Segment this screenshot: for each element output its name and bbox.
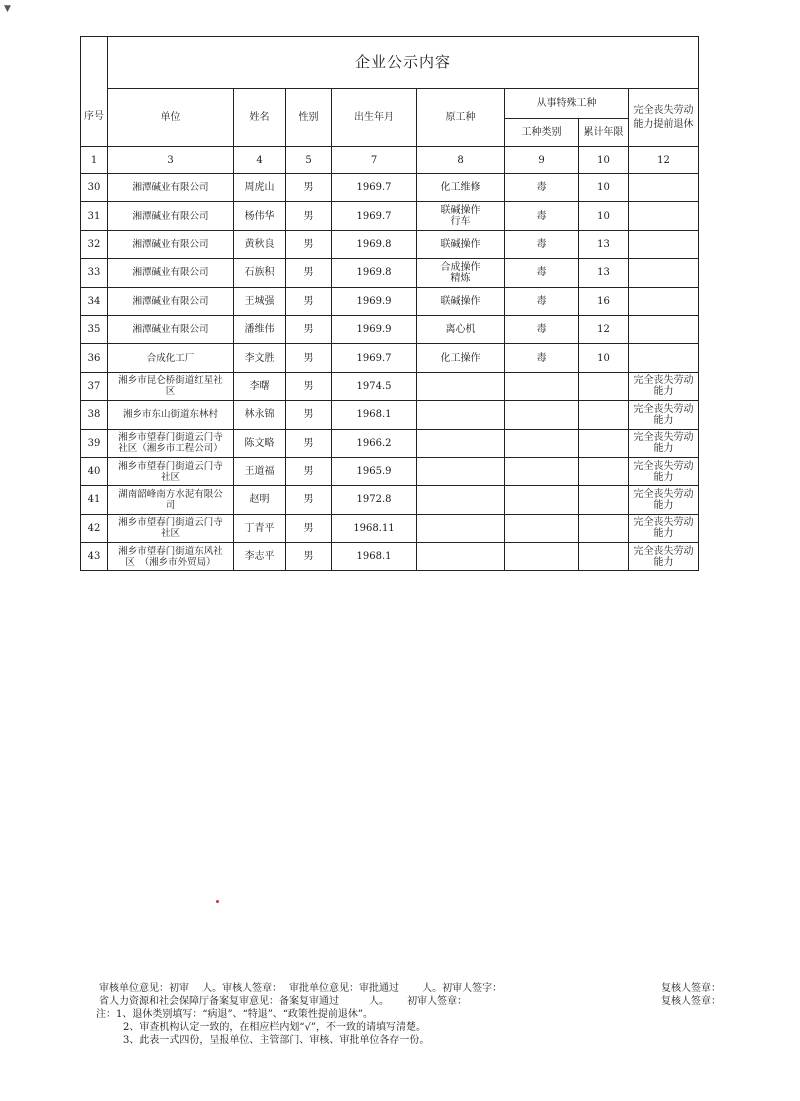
table-row [81, 202, 699, 230]
cell-years: 12 [579, 315, 629, 343]
cell-birth: 1969.9 [332, 287, 417, 315]
header-special-job-group: 从事特殊工种 [505, 89, 629, 119]
cell-gender: 男 [286, 543, 332, 571]
table-row [81, 259, 699, 287]
cell-lost-labor [629, 287, 699, 315]
cell-job-type [505, 514, 579, 542]
table-row [81, 486, 699, 514]
table-row [81, 344, 699, 372]
cell-gender: 男 [286, 174, 332, 202]
cell-unit: 合成化工厂 [108, 344, 234, 372]
cell-years: 13 [579, 230, 629, 258]
cell-birth: 1969.8 [332, 259, 417, 287]
reviewer-sign-2: 复核人签章： [661, 996, 721, 1007]
cell-name: 王城强 [234, 287, 286, 315]
cell-job-type: 毒 [505, 287, 579, 315]
note-3: 3、此表一式四份，呈报单位、主管部门、审核、审批单位各存一份。 [123, 1035, 430, 1046]
cell-lost-labor [629, 344, 699, 372]
table-row [81, 174, 699, 202]
cell-name: 李志平 [234, 543, 286, 571]
table-title: 企业公示内容 [108, 37, 699, 89]
colnum-4: 5 [286, 147, 332, 174]
cell-name: 赵明 [234, 486, 286, 514]
table-row [81, 514, 699, 542]
cell-orig-job: 联碱操作 [417, 230, 505, 258]
cell-job-type [505, 401, 579, 429]
approval-opinion: 审批单位意见：审批通过 人。初审人签字： [289, 983, 503, 994]
cell-seq: 39 [81, 429, 108, 457]
cell-seq: 42 [81, 514, 108, 542]
filing-opinion: 省人力资源和社会保障厅备案复审意见：备案复审通过 人。 初审人签章： [99, 996, 468, 1007]
footer-row-1 [99, 982, 739, 995]
cell-lost-labor: 完全丧失劳动 能力 [629, 543, 699, 571]
cell-orig-job [417, 514, 505, 542]
cell-orig-job: 离心机 [417, 315, 505, 343]
cell-name: 杨伟华 [234, 202, 286, 230]
cell-gender: 男 [286, 259, 332, 287]
cell-gender: 男 [286, 429, 332, 457]
cell-seq: 31 [81, 202, 108, 230]
cell-unit: 湖南韶峰南方水泥有限公 司 [108, 486, 234, 514]
cell-orig-job [417, 401, 505, 429]
cell-gender: 男 [286, 202, 332, 230]
cell-unit: 湘潭碱业有限公司 [108, 174, 234, 202]
table-row [81, 401, 699, 429]
header-name: 姓名 [234, 89, 286, 147]
cell-name: 李曙 [234, 372, 286, 400]
cell-job-type [505, 457, 579, 485]
cell-seq: 37 [81, 372, 108, 400]
cell-job-type: 毒 [505, 259, 579, 287]
cell-job-type: 毒 [505, 174, 579, 202]
cell-lost-labor [629, 230, 699, 258]
cell-lost-labor: 完全丧失劳动 能力 [629, 372, 699, 400]
cell-lost-labor [629, 259, 699, 287]
cell-gender: 男 [286, 372, 332, 400]
cell-years: 10 [579, 174, 629, 202]
cell-orig-job: 化工维修 [417, 174, 505, 202]
cell-years: 10 [579, 202, 629, 230]
cell-job-type [505, 429, 579, 457]
cell-years [579, 543, 629, 571]
colnum-2: 3 [108, 147, 234, 174]
table-row [81, 543, 699, 571]
cell-years [579, 486, 629, 514]
cell-birth: 1969.8 [332, 230, 417, 258]
cell-orig-job [417, 543, 505, 571]
header-job-type: 工种类别 [505, 119, 579, 147]
cell-lost-labor: 完全丧失劳动 能力 [629, 486, 699, 514]
colnum-8: 10 [579, 147, 629, 174]
header-gender: 性别 [286, 89, 332, 147]
cell-unit: 湘潭碱业有限公司 [108, 315, 234, 343]
table-row [81, 230, 699, 258]
public-notice-table [80, 36, 699, 571]
table-row [81, 372, 699, 400]
colnum-3: 4 [234, 147, 286, 174]
cell-lost-labor [629, 202, 699, 230]
corner-mark: ▼ [4, 4, 11, 14]
audit-opinion: 审核单位意见：初审 人。审核人签章： [99, 983, 283, 994]
cell-birth: 1969.9 [332, 315, 417, 343]
cell-lost-labor: 完全丧失劳动 能力 [629, 429, 699, 457]
cell-gender: 男 [286, 514, 332, 542]
cell-seq: 41 [81, 486, 108, 514]
cell-lost-labor: 完全丧失劳动 能力 [629, 457, 699, 485]
cell-seq: 36 [81, 344, 108, 372]
colnum-6: 8 [417, 147, 505, 174]
cell-birth: 1968.1 [332, 543, 417, 571]
cell-birth: 1969.7 [332, 174, 417, 202]
cell-seq: 30 [81, 174, 108, 202]
cell-gender: 男 [286, 457, 332, 485]
cell-gender: 男 [286, 315, 332, 343]
cell-gender: 男 [286, 230, 332, 258]
cell-unit: 湘乡市东山街道东林村 [108, 401, 234, 429]
cell-seq: 32 [81, 230, 108, 258]
note-1: 注：1、退休类别填写：“病退”、“特退”、“政策性提前退休”。 [96, 1009, 374, 1020]
cell-years: 13 [579, 259, 629, 287]
cell-gender: 男 [286, 344, 332, 372]
cell-birth: 1968.1 [332, 401, 417, 429]
cell-lost-labor [629, 174, 699, 202]
cell-unit: 湘潭碱业有限公司 [108, 230, 234, 258]
approval-footer [96, 982, 739, 1047]
header-lost-labor: 完全丧失劳动能力提前退休 [629, 89, 699, 147]
cell-orig-job: 联碱操作 [417, 287, 505, 315]
cell-seq: 34 [81, 287, 108, 315]
cell-birth: 1965.9 [332, 457, 417, 485]
cell-years [579, 372, 629, 400]
table-row [81, 457, 699, 485]
cell-lost-labor: 完全丧失劳动 能力 [629, 401, 699, 429]
cell-name: 石族积 [234, 259, 286, 287]
cell-unit: 湘乡市望春门街道云门寺 社区 [108, 457, 234, 485]
table-row [81, 287, 699, 315]
cell-name: 李文胜 [234, 344, 286, 372]
header-years: 累计年限 [579, 119, 629, 147]
cell-orig-job [417, 486, 505, 514]
cell-seq: 35 [81, 315, 108, 343]
cell-job-type: 毒 [505, 230, 579, 258]
cell-years [579, 401, 629, 429]
cell-unit: 湘潭碱业有限公司 [108, 202, 234, 230]
stray-mark [216, 900, 219, 903]
cell-name: 黄秋良 [234, 230, 286, 258]
cell-name: 陈文略 [234, 429, 286, 457]
cell-gender: 男 [286, 486, 332, 514]
cell-gender: 男 [286, 401, 332, 429]
colnum-9: 12 [629, 147, 699, 174]
cell-lost-labor: 完全丧失劳动 能力 [629, 514, 699, 542]
cell-job-type [505, 486, 579, 514]
cell-years [579, 429, 629, 457]
cell-unit: 湘潭碱业有限公司 [108, 259, 234, 287]
colnum-5: 7 [332, 147, 417, 174]
note-2: 2、审查机构认定一致的，在相应栏内划“√”，不一致的请填写清楚。 [123, 1022, 426, 1033]
cell-seq: 38 [81, 401, 108, 429]
cell-years [579, 457, 629, 485]
cell-years: 16 [579, 287, 629, 315]
cell-job-type: 毒 [505, 315, 579, 343]
cell-job-type: 毒 [505, 344, 579, 372]
cell-birth: 1974.5 [332, 372, 417, 400]
cell-seq: 33 [81, 259, 108, 287]
cell-birth: 1966.2 [332, 429, 417, 457]
table-row [81, 315, 699, 343]
cell-job-type [505, 372, 579, 400]
cell-job-type [505, 543, 579, 571]
cell-birth: 1968.11 [332, 514, 417, 542]
cell-seq: 40 [81, 457, 108, 485]
cell-birth: 1972.8 [332, 486, 417, 514]
footer-row-2 [99, 995, 739, 1008]
cell-unit: 湘乡市昆仑桥街道红星社 区 [108, 372, 234, 400]
cell-name: 王道福 [234, 457, 286, 485]
cell-unit: 湘潭碱业有限公司 [108, 287, 234, 315]
cell-orig-job: 合成操作 精炼 [417, 259, 505, 287]
cell-gender: 男 [286, 287, 332, 315]
cell-seq: 43 [81, 543, 108, 571]
cell-years: 10 [579, 344, 629, 372]
cell-name: 周虎山 [234, 174, 286, 202]
cell-birth: 1969.7 [332, 202, 417, 230]
cell-orig-job [417, 457, 505, 485]
header-unit: 单位 [108, 89, 234, 147]
cell-years [579, 514, 629, 542]
cell-orig-job: 化工操作 [417, 344, 505, 372]
header-orig-job: 原工种 [417, 89, 505, 147]
cell-unit: 湘乡市望春门街道东风社 区 （湘乡市外贸局） [108, 543, 234, 571]
cell-orig-job: 联碱操作 行车 [417, 202, 505, 230]
colnum-1: 1 [81, 147, 108, 174]
reviewer-sign-1: 复核人签章： [661, 983, 721, 994]
cell-lost-labor [629, 315, 699, 343]
colnum-7: 9 [505, 147, 579, 174]
table-row [81, 429, 699, 457]
cell-job-type: 毒 [505, 202, 579, 230]
cell-unit: 湘乡市望春门街道云门寺 社区（湘乡市工程公司） [108, 429, 234, 457]
cell-unit: 湘乡市望春门街道云门寺 社区 [108, 514, 234, 542]
header-birth: 出生年月 [332, 89, 417, 147]
header-seq: 序号 [81, 37, 108, 147]
cell-name: 丁青平 [234, 514, 286, 542]
cell-name: 林永锦 [234, 401, 286, 429]
cell-orig-job [417, 372, 505, 400]
cell-birth: 1969.7 [332, 344, 417, 372]
cell-name: 潘维伟 [234, 315, 286, 343]
cell-orig-job [417, 429, 505, 457]
